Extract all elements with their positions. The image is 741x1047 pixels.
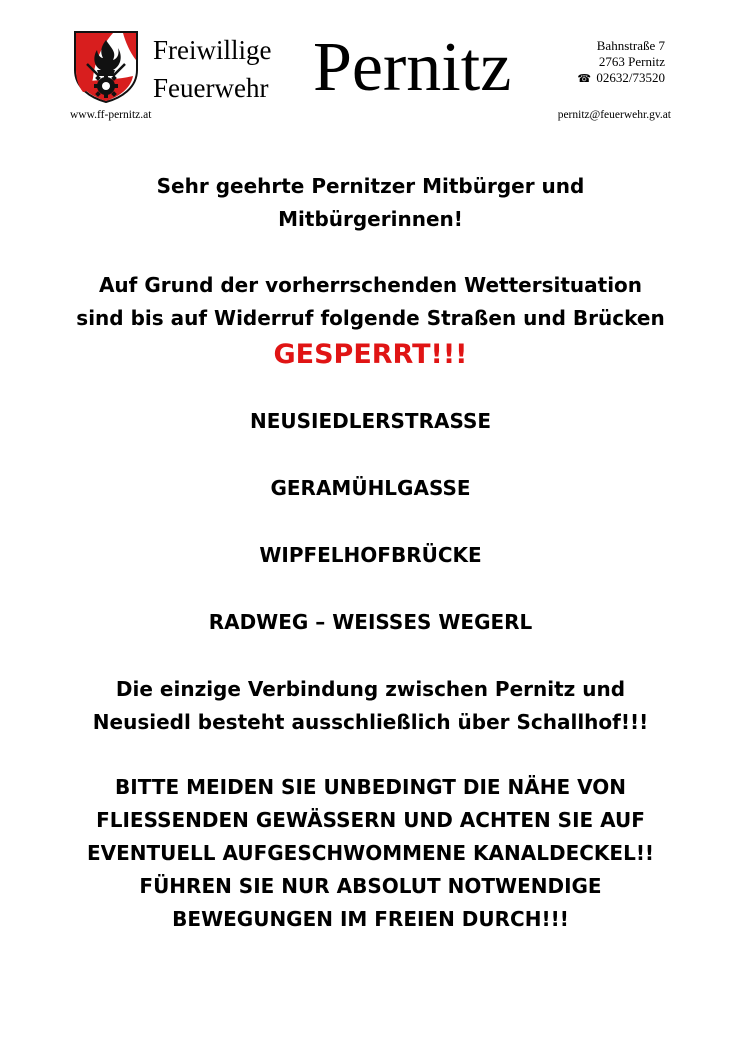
closed-roads-list — [40, 405, 701, 638]
postal-city: 2763 Pernitz — [598, 54, 665, 69]
greeting-line1: Sehr geehrte Pernitzer Mitbürger und — [156, 174, 585, 198]
warning-line5: BEWEGUNGEN IM FREIEN DURCH!!! — [172, 907, 569, 931]
telephone-icon: ☎ — [577, 73, 592, 85]
greeting — [40, 170, 701, 236]
letterhead — [0, 0, 741, 130]
fire-brigade-crest-icon — [73, 30, 139, 104]
closed-label: GESPERRT!!! — [273, 339, 468, 370]
warning-line4: FÜHREN SIE NUR ABSOLUT NOTWENDIGE — [139, 874, 602, 898]
closed-road-item: RADWEG – WEISSES WEGERL — [208, 610, 533, 634]
connection-line2: Neusiedl besteht ausschließlich über Schallhof!!! — [92, 710, 649, 734]
intro-line1: Auf Grund der vorherrschenden Wettersituation — [98, 273, 643, 297]
phone-number: 02632/73520 — [596, 70, 665, 85]
safety-warning — [40, 771, 701, 936]
connection-info — [40, 673, 701, 739]
website-link[interactable]: www.ff-pernitz.at — [70, 109, 152, 121]
notice-body — [40, 170, 701, 936]
warning-line1: BITTE MEIDEN SIE UNBEDINGT DIE NÄHE VON — [115, 775, 626, 799]
organization-name-line1: Freiwillige — [153, 35, 272, 65]
postal-address — [540, 38, 665, 87]
closed-road-item: NEUSIEDLERSTRASSE — [249, 409, 492, 433]
email-link[interactable]: pernitz@feuerwehr.gv.at — [557, 109, 671, 121]
intro-text — [40, 269, 701, 335]
closed-road-item: WIPFELHOFBRÜCKE — [259, 543, 482, 567]
organization-name-line2: Feuerwehr — [153, 73, 269, 103]
street-address: Bahnstraße 7 — [596, 38, 665, 53]
warning-line2: FLIESSENDEN GEWÄSSERN UND ACHTEN SIE AUF — [96, 808, 645, 832]
town-name: Pernitz — [313, 29, 512, 106]
phone-line — [540, 70, 665, 87]
intro-line2: sind bis auf Widerruf folgende Straßen und Brücken — [76, 306, 665, 330]
connection-line1: Die einzige Verbindung zwischen Pernitz und — [115, 677, 626, 701]
greeting-line2: Mitbürgerinnen! — [278, 207, 463, 231]
closed-road-item: GERAMÜHLGASSE — [270, 476, 471, 500]
warning-line3: EVENTUELL AUFGESCHWOMMENE KANALDECKEL!! — [86, 841, 655, 865]
